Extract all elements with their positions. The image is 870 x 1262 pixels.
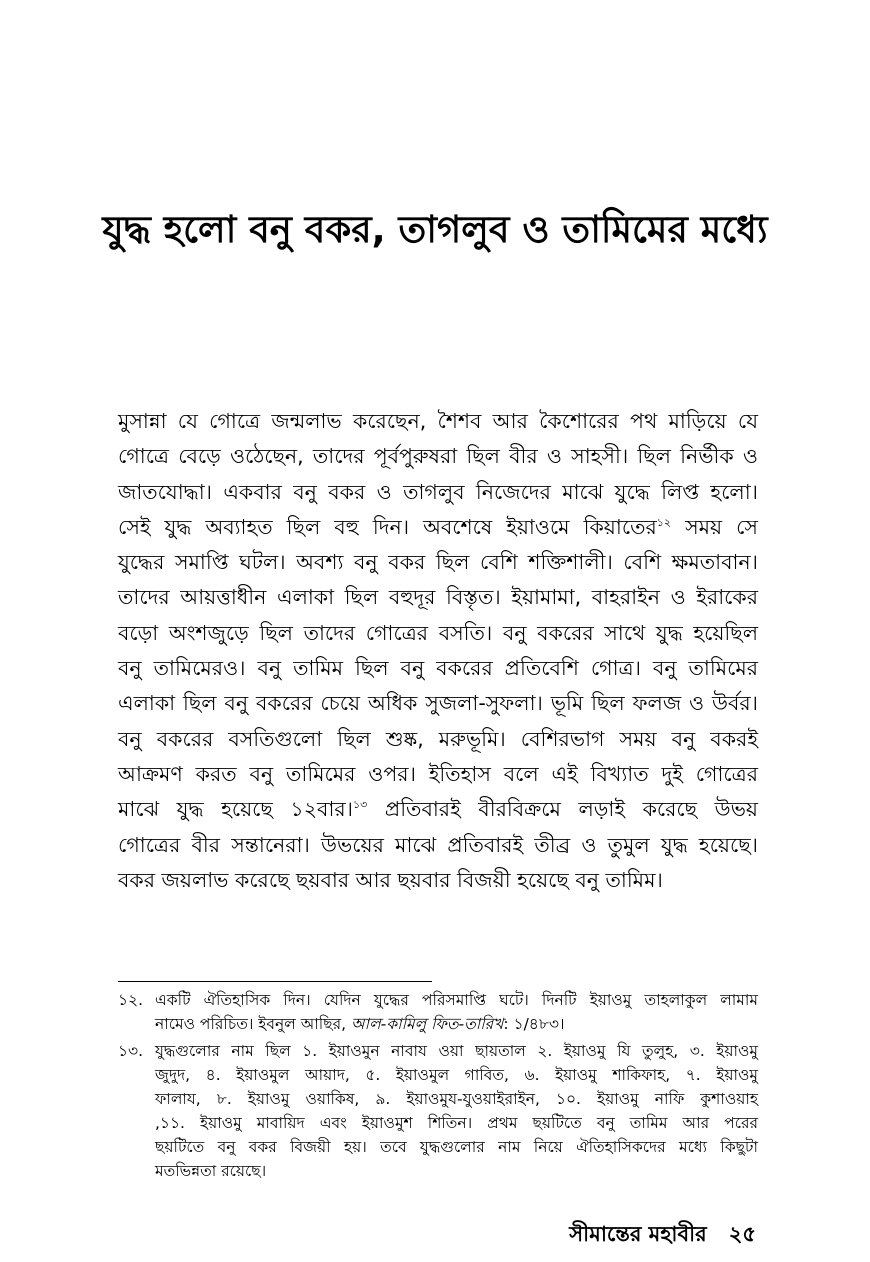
body-line-tail: প্রতিবারই বীরবিক্রমে লড়াই করেছে উভয় xyxy=(384,797,758,822)
body-line: এলাকা ছিল বনু বকরের চেয়ে অধিক সুজলা-সুফলা। ভূমি ছিল ফলজ ও উর্বর। xyxy=(118,691,758,716)
footnote-line: ফালায, ৮. ইয়াওমু ওয়াকিষ, ৯. ইয়াওমুয-যুওয়াইরাইন, ১০. ইয়াওমু নাফি কুশাওয়াহ xyxy=(155,1090,758,1108)
body-line: গোত্রের বীর সন্তানেরা। উভয়ের মাঝে প্রতিবারই তীব্র ও তুমুল যুদ্ধ হয়েছে। xyxy=(118,832,758,857)
chapter-title: যুদ্ধ হলো বনু বকর, তাগলুব ও তামিমের মধ্যে xyxy=(102,208,768,251)
footnote-line: যুদ্ধগুলোর নাম ছিল ১. ইয়াওমুন নাবায ওয়া ছায়তাল ২. ইয়াওমু যি তুলুহ, ৩. ইয়াওমু xyxy=(155,1042,758,1060)
page-number: ২৫ xyxy=(728,1222,756,1246)
body-line: যুদ্ধের সমাপ্তি ঘটল। অবশ্য বনু বকর ছিল বেশি শক্তিশালী। বেশি ক্ষমতাবান। xyxy=(118,550,758,575)
footnote-line: ,১১. ইয়াওমু মাবায়িদ এবং ইয়াওমুশ শিতিন। প্রথম ছয়টিতে বনু তামিম আর পরের xyxy=(155,1114,758,1132)
footnote-12 xyxy=(118,988,758,1036)
body-line: বনু বকরের বসতিগুলো ছিল শুষ্ক, মরুভূমি। বেশিরভাগ সময় বনু বকরই xyxy=(118,726,758,751)
footnote-line: জুদুদ, ৪. ইয়াওমুল আয়াদ, ৫. ইয়াওমুল গাবিত, ৬. ইয়াওমু শাকিফাহ, ৭. ইয়াওমু xyxy=(155,1066,758,1084)
body-line: আক্রমণ করত বনু তামিমের ওপর। ইতিহাস বলে এই বিখ্যাত দুই গোত্রের xyxy=(118,761,758,786)
body-line: বকর জয়লাভ করেছে ছয়বার আর ছয়বার বিজয়ী হয়েছে বনু তামিম। xyxy=(118,867,663,892)
footnote-13 xyxy=(118,1039,758,1183)
body-line-with-ref xyxy=(118,510,758,545)
page-footer xyxy=(430,1218,756,1253)
body-line: বড়ো অংশজুড়ে ছিল তাদের গোত্রের বসতি। বনু বকরের সাথে যুদ্ধ হয়েছিল xyxy=(118,620,758,645)
body-line-tail: সময় সে xyxy=(685,514,758,539)
body-line: গোত্রে বেড়ে ওঠেছেন, তাদের পূর্বপুরুষরা ছিল বীর ও সাহসী। ছিল নির্ভীক ও xyxy=(118,444,758,469)
running-title: সীমান্তের মহাবীর xyxy=(569,1222,707,1246)
footnote-text: নামেও পরিচিত। ইবনুল আছির, xyxy=(155,1015,347,1033)
footnote-ref-13[interactable]: ১৩ xyxy=(353,798,368,812)
footnote-line: একটি ঐতিহাসিক দিন। যেদিন যুদ্ধের পরিসমাপ্তি ঘটে। দিনটি ইয়াওমু তাহলাকুল লামাম xyxy=(155,991,758,1009)
footnote-line: ছয়টিতে বনু বকর বিজয়ী হয়। তবে যুদ্ধগুলোর নাম নিয়ে ঐতিহাসিকদের মধ্যে কিছুটা xyxy=(155,1138,758,1156)
footnotes xyxy=(118,988,758,1186)
footnote-ref-12[interactable]: ১২ xyxy=(656,516,672,530)
footnote-citation: : ১/৪৮৩। xyxy=(503,1015,565,1033)
footnote-body xyxy=(155,1039,758,1183)
cited-book-title: আল-কামিলু ফিত-তারিখ xyxy=(351,1015,504,1033)
footnote-divider xyxy=(118,981,432,982)
footnote-line xyxy=(155,1012,758,1036)
footnote-number: ১২. xyxy=(118,991,144,1009)
body-text xyxy=(118,404,758,898)
body-line: তাদের আয়ত্তাধীন এলাকা ছিল বহুদূর বিস্তৃত। ইয়ামামা, বাহরাইন ও ইরাকের xyxy=(118,585,758,610)
body-line-with-ref xyxy=(118,792,758,827)
footnote-line: মতভিন্নতা রয়েছে। xyxy=(155,1162,267,1180)
footnote-body xyxy=(155,988,758,1036)
body-line-text: সেই যুদ্ধ অব্যাহত ছিল বহু দিন। অবশেষে ইয়াওমে কিয়াতের xyxy=(118,514,657,539)
body-line: মুসান্না যে গোত্রে জন্মলাভ করেছেন, শৈশব আর কৈশোরের পথ মাড়িয়ে যে xyxy=(118,409,758,433)
body-line: বনু তামিমেরও। বনু তামিম ছিল বনু বকরের প্রতিবেশি গোত্র। বনু তামিমের xyxy=(118,656,758,681)
body-line-text: মাঝে যুদ্ধ হয়েছে ১২বার। xyxy=(118,797,353,822)
body-line: জাতযোদ্ধা। একবার বনু বকর ও তাগলুব নিজেদের মাঝে যুদ্ধে লিপ্ত হলো। xyxy=(118,479,758,504)
footnote-number: ১৩. xyxy=(118,1042,144,1060)
